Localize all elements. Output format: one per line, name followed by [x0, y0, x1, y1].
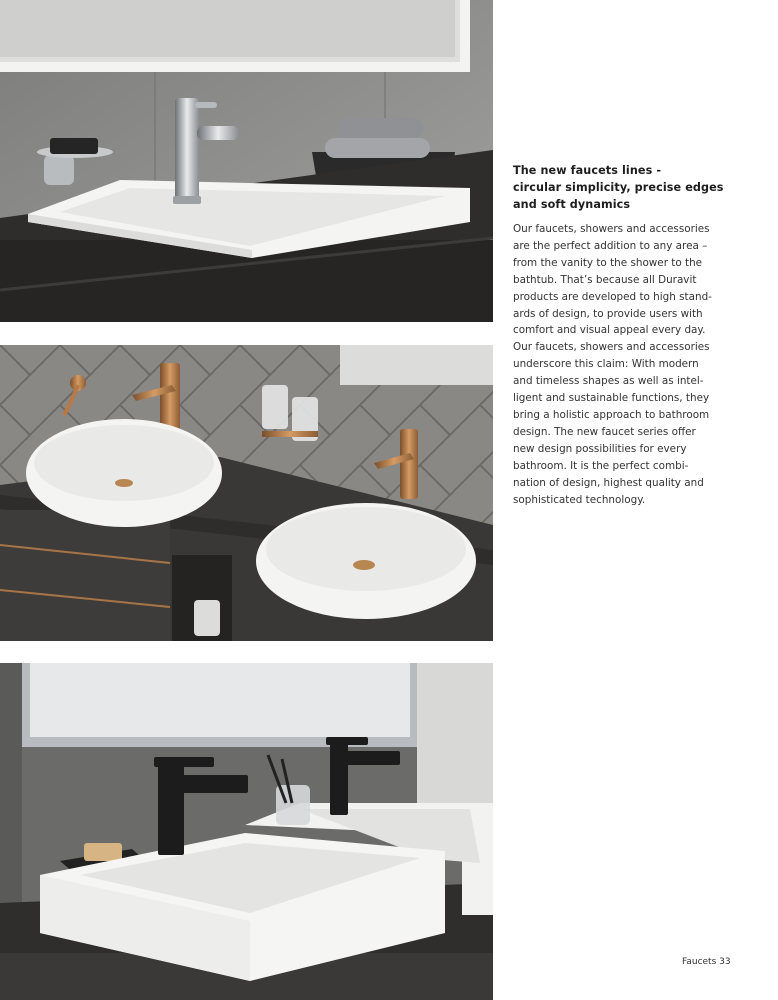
heading-line: circular simplicity, precise edges	[513, 181, 724, 194]
body-line: and timeless shapes as well as intel-	[513, 375, 704, 388]
body-line: nation of design, highest quality and	[513, 476, 704, 489]
photo-brass-faucets-oval-basins	[0, 345, 493, 641]
article-body	[513, 221, 753, 508]
photo-chrome-faucet-basin	[0, 0, 493, 322]
brass-faucet-scene	[0, 345, 493, 641]
body-line: Our faucets, showers and accessories	[513, 341, 710, 354]
body-line: are the perfect addition to any area –	[513, 239, 708, 252]
body-line: Our faucets, showers and accessories	[513, 223, 710, 235]
body-line: comfort and visual appeal every day.	[513, 324, 706, 337]
body-line: bathroom. It is the perfect combi-	[513, 459, 689, 472]
body-line: bring a holistic approach to bathroom	[513, 408, 710, 421]
body-line: from the vanity to the shower to the	[513, 256, 703, 269]
photo-black-faucets-square-basins	[0, 663, 493, 1000]
body-line: underscore this claim: With modern	[513, 358, 699, 371]
heading-line: and soft dynamics	[513, 198, 631, 211]
body-line: ards of design, to provide users with	[513, 307, 703, 320]
body-line: ligent and sustainable functions, they	[513, 392, 710, 405]
heading-line: The new faucets lines -	[513, 164, 662, 177]
body-line: products are developed to high stand-	[513, 290, 712, 303]
body-line: new design possibilities for every	[513, 442, 687, 455]
body-line: bathtub. That’s because all Duravit	[513, 273, 697, 286]
body-line: sophisticated technology.	[513, 493, 646, 506]
article-heading	[513, 162, 753, 213]
body-line: design. The new faucet series offer	[513, 425, 696, 438]
black-faucet-scene	[0, 663, 493, 1000]
article-text-column	[513, 162, 753, 508]
chrome-faucet-scene	[0, 0, 493, 322]
page-folio: Faucets 33	[682, 957, 731, 967]
